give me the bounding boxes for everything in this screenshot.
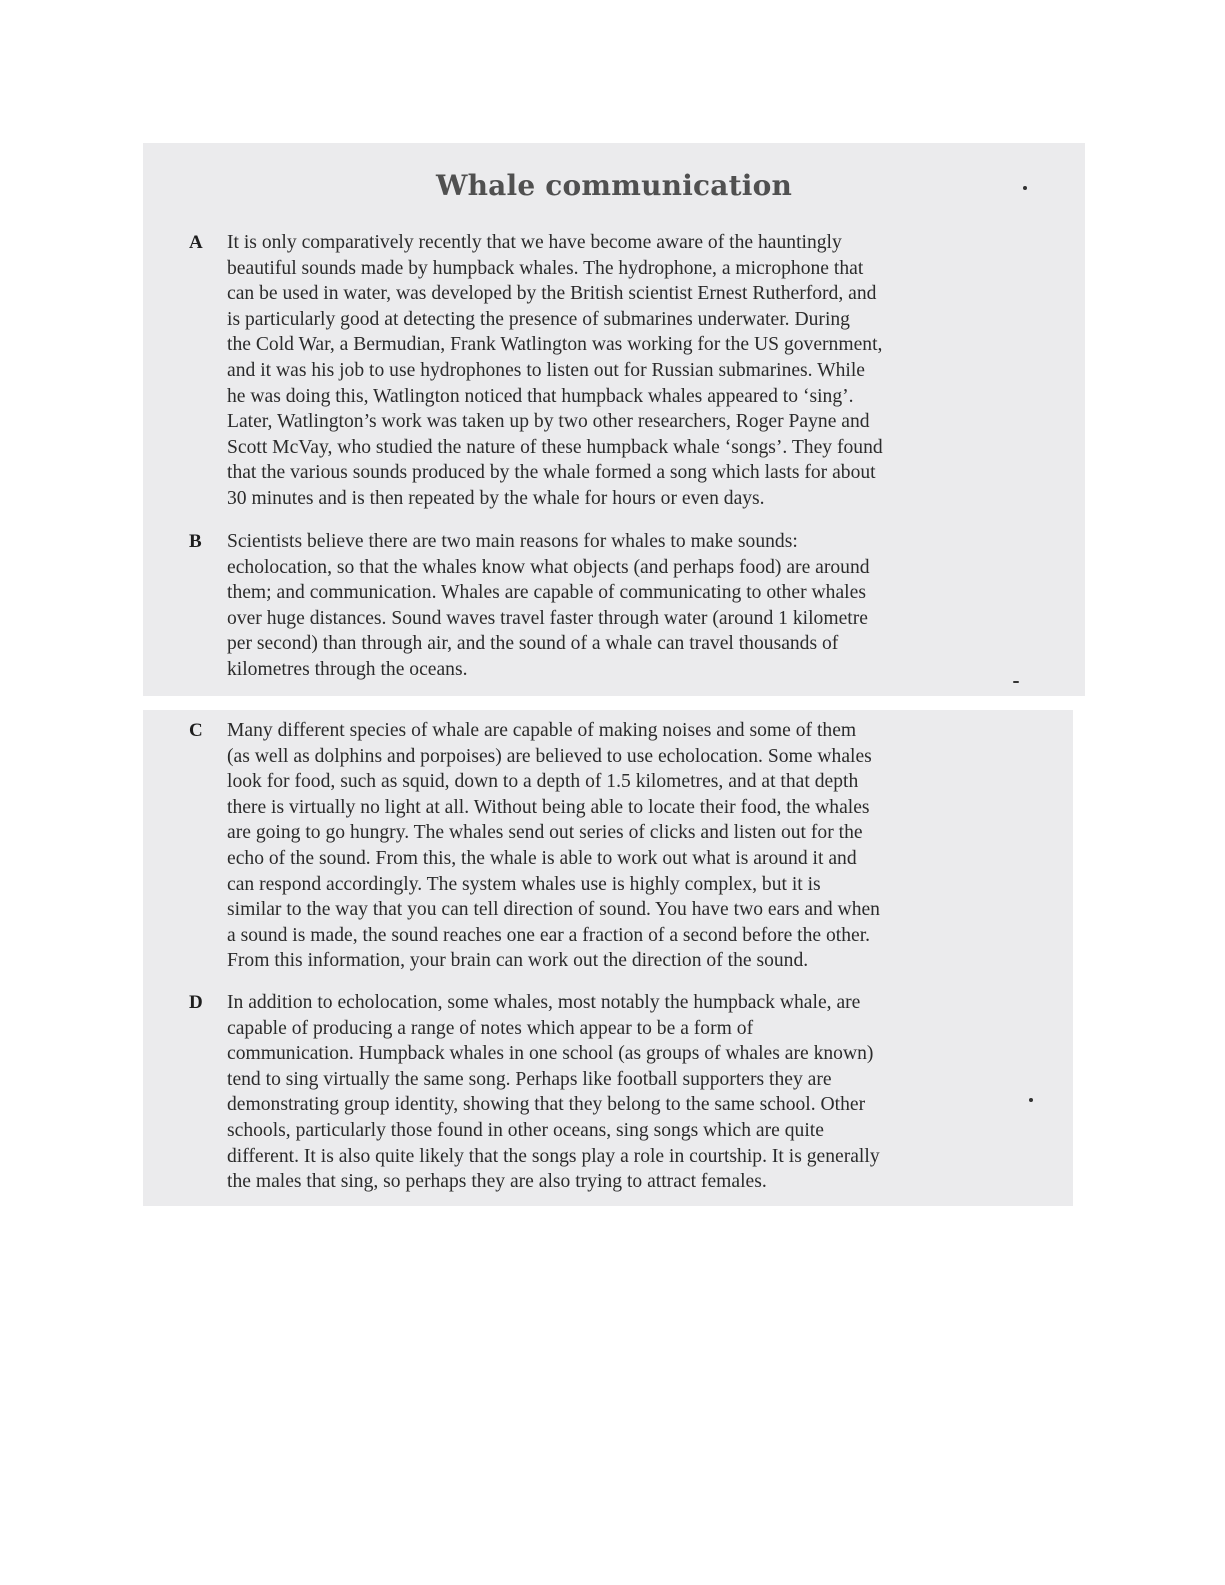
text-line: In addition to echolocation, some whales, most notably the humpback whale, are bbox=[227, 992, 861, 1013]
paragraph-text bbox=[227, 990, 1053, 1195]
text-line: schools, particularly those found in other oceans, sing songs which are quite bbox=[227, 1119, 824, 1141]
text-line: can respond accordingly. The system whales use is highly complex, but it is bbox=[227, 873, 821, 895]
text-line: that the various sounds produced by the whale formed a song which lasts for about bbox=[227, 462, 876, 484]
paragraph-text bbox=[227, 529, 1053, 683]
text-line: he was doing this, Watlington noticed that humpback whales appeared to ‘sing’. bbox=[227, 385, 854, 407]
text-line: communication. Humpback whales in one school (as groups of whales are known) bbox=[227, 1043, 874, 1065]
text-line: different. It is also quite likely that the songs play a role in courtship. It is generally bbox=[227, 1145, 880, 1167]
scan-speck bbox=[1013, 681, 1019, 683]
text-line: can be used in water, was developed by the British scientist Ernest Rutherford, and bbox=[227, 283, 877, 305]
text-line: echolocation, so that the whales know what objects (and perhaps food) are around bbox=[227, 556, 870, 578]
scan-speck bbox=[1023, 186, 1027, 190]
page-title: Whale communication bbox=[435, 169, 793, 202]
paragraph-text bbox=[227, 230, 1053, 512]
text-line: 30 minutes and is then repeated by the whale for hours or even days. bbox=[227, 487, 765, 509]
text-line: is particularly good at detecting the presence of submarines underwater. During bbox=[227, 308, 850, 330]
text-line: From this information, your brain can work out the direction of the sound. bbox=[227, 950, 809, 972]
text-line: capable of producing a range of notes which appear to be a form of bbox=[227, 1017, 754, 1039]
text-line: per second) than through air, and the sound of a whale can travel thousands of bbox=[227, 633, 839, 655]
scan-section-top bbox=[143, 143, 1085, 696]
text-line: them; and communication. Whales are capable of communicating to other whales bbox=[227, 582, 866, 604]
paragraph-text bbox=[227, 718, 1053, 974]
text-line: are going to go hungry. The whales send out series of clicks and listen out for the bbox=[227, 822, 863, 844]
text-line: there is virtually no light at all. Without being able to locate their food, the whales bbox=[227, 796, 870, 818]
paragraph-letter: B bbox=[189, 531, 202, 552]
text-line: the males that sing, so perhaps they are also trying to attract females. bbox=[227, 1171, 767, 1193]
text-line: Many different species of whale are capable of making noises and some of them bbox=[227, 720, 857, 741]
text-line: (as well as dolphins and porpoises) are believed to use echolocation. Some whales bbox=[227, 745, 872, 767]
text-line: over huge distances. Sound waves travel faster through water (around 1 kilometre bbox=[227, 607, 868, 629]
text-line: Later, Watlington’s work was taken up by two other researchers, Roger Payne and bbox=[227, 411, 870, 433]
scan-speck bbox=[1029, 1098, 1033, 1102]
text-line: demonstrating group identity, showing that they belong to the same school. Other bbox=[227, 1094, 866, 1116]
text-line: a sound is made, the sound reaches one ear a fraction of a second before the other. bbox=[227, 924, 871, 946]
text-line: It is only comparatively recently that we have become aware of the hauntingly bbox=[227, 232, 842, 253]
text-line: similar to the way that you can tell direction of sound. You have two ears and when bbox=[227, 899, 880, 921]
text-line: look for food, such as squid, down to a depth of 1.5 kilometres, and at that depth bbox=[227, 771, 859, 793]
paragraph-letter: A bbox=[189, 232, 203, 253]
paragraph-letter: D bbox=[189, 992, 203, 1013]
text-line: the Cold War, a Bermudian, Frank Watlington was working for the US government, bbox=[227, 334, 883, 356]
text-line: tend to sing virtually the same song. Perhaps like football supporters they are bbox=[227, 1068, 832, 1090]
scan-section-bottom bbox=[143, 710, 1073, 1206]
text-line: Scott McVay, who studied the nature of these humpback whale ‘songs’. They found bbox=[227, 436, 883, 458]
paragraph-letter: C bbox=[189, 720, 203, 741]
text-line: and it was his job to use hydrophones to listen out for Russian submarines. While bbox=[227, 359, 866, 381]
text-line: beautiful sounds made by humpback whales. The hydrophone, a microphone that bbox=[227, 257, 864, 279]
text-line: kilometres through the oceans. bbox=[227, 658, 468, 680]
text-line: Scientists believe there are two main reasons for whales to make sounds: bbox=[227, 531, 798, 552]
text-line: echo of the sound. From this, the whale is able to work out what is around it and bbox=[227, 847, 857, 869]
